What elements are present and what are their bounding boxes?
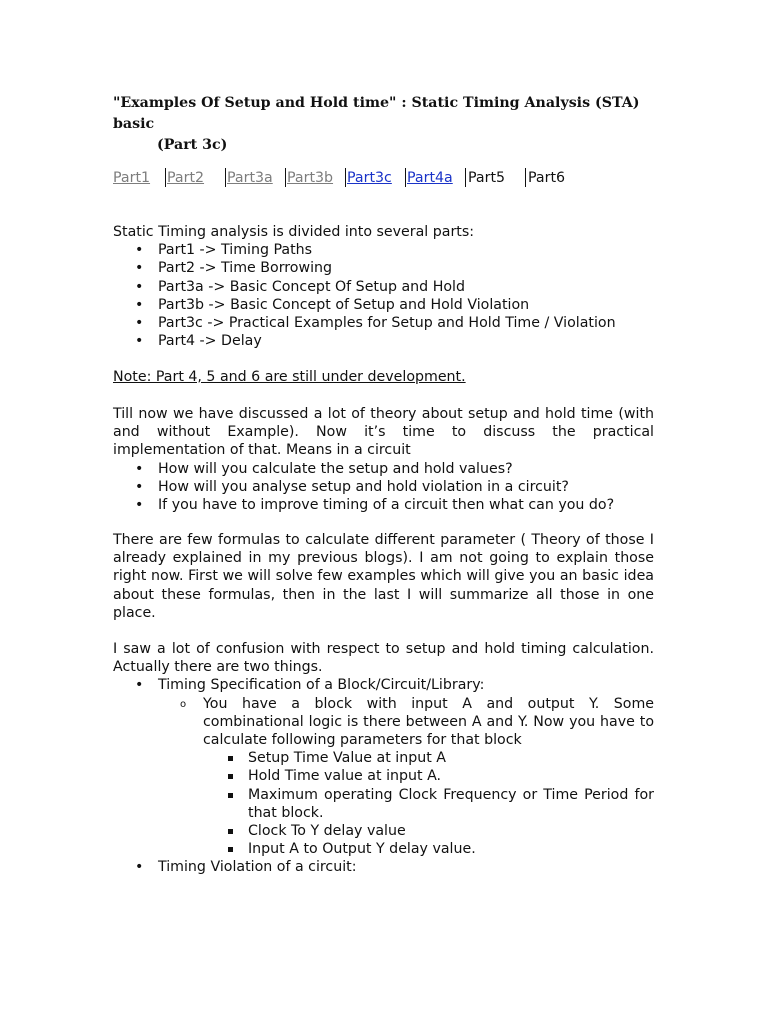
list-item: • If you have to improve timing of a circuit then what can you do? — [113, 496, 654, 514]
two-things-list — [113, 676, 654, 876]
nav-separator — [525, 168, 526, 187]
parameter-item: Maximum operating Clock Frequency or Time Period for that block. — [203, 786, 654, 822]
label-part5: Part5 — [468, 170, 506, 186]
sub-list-item — [158, 695, 654, 859]
development-note: Note: Part 4, 5 and 6 are still under development. — [113, 369, 466, 385]
paragraph-theory: Till now we have discussed a lot of theory about setup and hold time (with and without Example). Now it’s time to discuss the practical implementation of that. Means in a circuit — [113, 406, 654, 459]
parameter-item: Clock To Y delay value — [203, 822, 654, 840]
parts-overview — [113, 223, 654, 350]
link-part4a[interactable]: Part4a — [407, 170, 453, 186]
page-title — [113, 93, 658, 156]
nav-separator — [285, 168, 286, 187]
nav-separator — [345, 168, 346, 187]
paragraph-confusion: I saw a lot of confusion with respect to setup and hold timing calculation. Actually there are two things. — [113, 641, 654, 676]
intro-text: Static Timing analysis is divided into several parts: — [113, 224, 475, 240]
link-part2[interactable]: Part2 — [167, 170, 205, 186]
list-item: • Part4 -> Delay — [113, 332, 654, 350]
parameters-list — [203, 749, 654, 858]
part-navigation — [113, 168, 673, 190]
title-line-1: "Examples Of Setup and Hold time" : Static Timing Analysis (STA) basic — [113, 95, 640, 132]
sub-list — [158, 695, 654, 859]
list-item: • Timing Violation of a circuit: — [113, 858, 654, 876]
title-line-2: (Part 3c) — [157, 137, 228, 153]
list-item: • Part2 -> Time Borrowing — [113, 259, 654, 277]
list-item: • How will you calculate the setup and hold values? — [113, 460, 654, 478]
practical-intro — [113, 405, 654, 514]
parts-list — [113, 241, 654, 350]
list-item: • Part1 -> Timing Paths — [113, 241, 654, 259]
paragraph-formulas: There are few formulas to calculate different parameter ( Theory of those I already explained in my previous blogs). I am not going to explain those right now. First we will solve few examples which will give you an basic idea about these formulas, then in the last I will summarize all those in one place. — [113, 532, 654, 621]
list-item: • How will you analyse setup and hold violation in a circuit? — [113, 478, 654, 496]
link-part3a[interactable]: Part3a — [227, 170, 273, 186]
confusion-section — [113, 640, 654, 877]
link-part3b[interactable]: Part3b — [287, 170, 334, 186]
parameter-item: Hold Time value at input A. — [203, 767, 654, 785]
label-part6: Part6 — [528, 170, 566, 186]
link-part3c[interactable]: Part3c — [347, 170, 392, 186]
block-description: You have a block with input A and output Y. Some combinational logic is there between A and Y. Now you have to calculate following parameters for that block — [203, 695, 654, 749]
note-block — [113, 368, 654, 386]
nav-separator — [405, 168, 406, 187]
nav-separator — [165, 168, 166, 187]
nav-separator — [225, 168, 226, 187]
item-timing-specification: Timing Specification of a Block/Circuit/Library: — [158, 677, 485, 694]
list-item — [113, 676, 654, 858]
parameter-item: Input A to Output Y delay value. — [203, 840, 654, 858]
list-item: • Part3a -> Basic Concept Of Setup and Hold — [113, 278, 654, 296]
link-part1[interactable]: Part1 — [113, 170, 151, 186]
list-item: • Part3c -> Practical Examples for Setup and Hold Time / Violation — [113, 314, 654, 332]
formulas-section — [113, 531, 654, 622]
questions-list — [113, 460, 654, 515]
list-item: • Part3b -> Basic Concept of Setup and Hold Violation — [113, 296, 654, 314]
nav-separator — [465, 168, 466, 187]
parameter-item: Setup Time Value at input A — [203, 749, 654, 767]
